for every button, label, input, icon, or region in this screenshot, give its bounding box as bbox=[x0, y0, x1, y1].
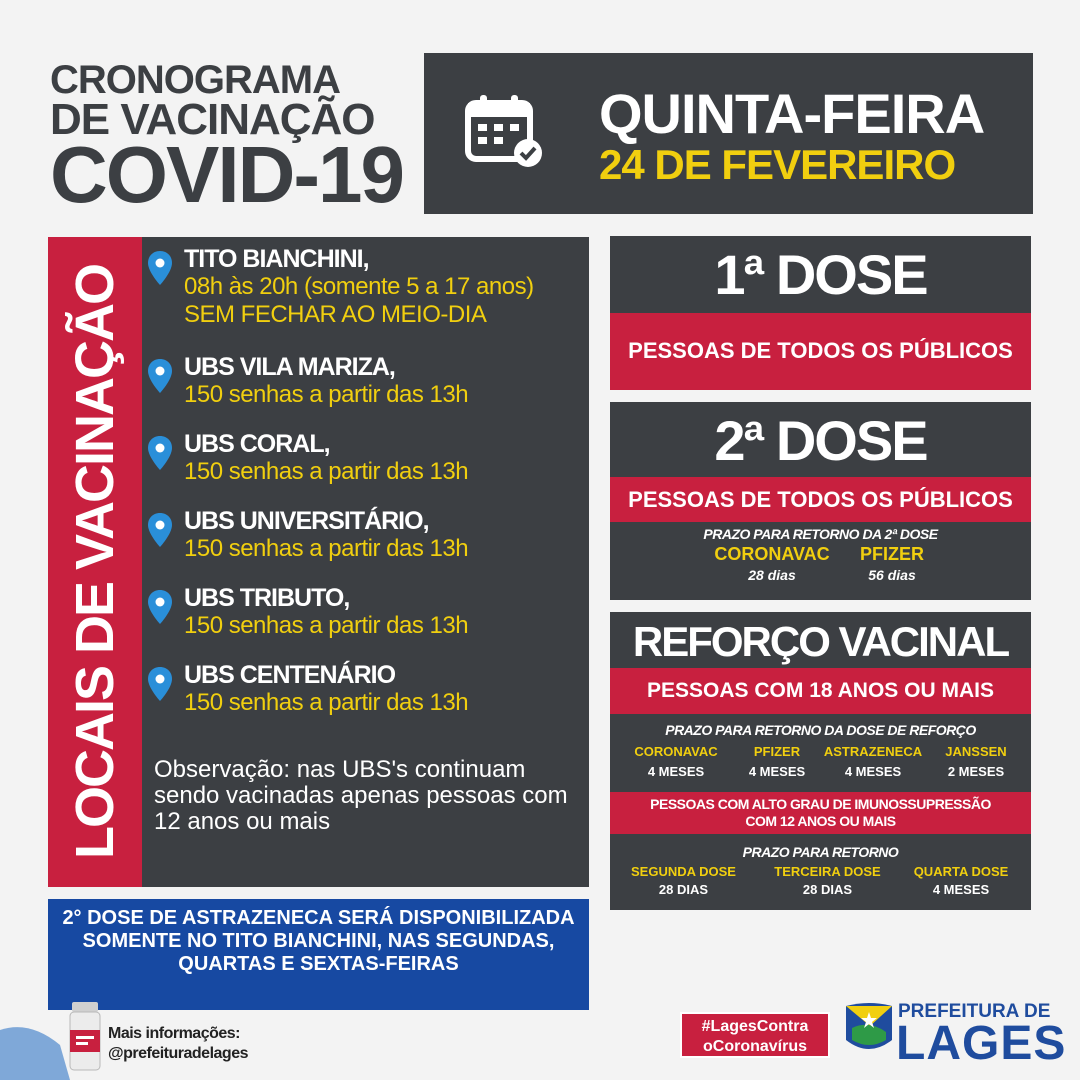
dose-name: QUARTA DOSE bbox=[913, 864, 1009, 879]
map-pin-icon bbox=[148, 513, 172, 547]
dose1-audience: PESSOAS DE TODOS OS PÚBLICOS bbox=[628, 338, 1013, 363]
vaccine-interval: 4 MESES bbox=[647, 764, 705, 779]
location-info: 150 senhas a partir das 13h bbox=[184, 458, 469, 485]
map-pin-icon bbox=[148, 590, 172, 624]
location-name: UBS VILA MARIZA, bbox=[184, 353, 395, 381]
immuno-interval-caption: PRAZO PARA RETORNO bbox=[742, 844, 899, 860]
immuno-band bbox=[610, 792, 1031, 834]
dose2-vaccine bbox=[842, 544, 942, 583]
vaccine-vial-icon bbox=[0, 990, 110, 1080]
booster-vaccine bbox=[818, 744, 928, 779]
dose-name: TERCEIRA DOSE bbox=[774, 864, 881, 879]
vaccine-interval: 56 dias bbox=[868, 567, 916, 583]
lages-flag-logo-icon bbox=[842, 1000, 896, 1058]
vaccine-name: PFIZER bbox=[753, 744, 801, 759]
dose2-audience-band bbox=[610, 477, 1031, 522]
vaccine-name: PFIZER bbox=[859, 544, 924, 564]
prefeitura-label: PREFEITURA DE bbox=[898, 1001, 1051, 1022]
dose-interval: 28 DIAS bbox=[802, 882, 853, 897]
locations-strip bbox=[48, 237, 142, 887]
date-box bbox=[424, 53, 1033, 214]
dose-interval: 28 DIAS bbox=[658, 882, 709, 897]
locations-label: LOCAIS DE VACINAÇÃO bbox=[65, 264, 125, 860]
instagram-handle: @prefeituradelages bbox=[108, 1045, 248, 1062]
dose1-title: 1ª DOSE bbox=[714, 243, 927, 306]
vaccine-interval: 4 MESES bbox=[844, 764, 902, 779]
dose2-interval-caption: PRAZO PARA RETORNO DA 2ª DOSE bbox=[703, 526, 938, 542]
title-line-3: COVID-19 bbox=[50, 130, 403, 219]
hashtag-line-1: #LagesContra bbox=[701, 1018, 809, 1035]
vaccine-name: JANSSEN bbox=[945, 744, 1007, 759]
dose2-vaccine bbox=[702, 544, 842, 583]
more-info-label: Mais informações: bbox=[108, 1025, 240, 1042]
astrazeneca-note: 2° DOSE DE ASTRAZENECA SERÁ DISPONIBILIZADA SOMENTE NO TITO BIANCHINI, NAS SEGUNDAS, QUARTAS E SEXTAS-FEIRAS bbox=[48, 899, 589, 1010]
booster-vaccine bbox=[732, 744, 822, 779]
location-name: UBS TRIBUTO, bbox=[184, 584, 350, 612]
vaccine-name: CORONAVAC bbox=[634, 744, 718, 759]
weekday-label: QUINTA-FEIRA bbox=[599, 82, 985, 145]
immuno-dose bbox=[616, 864, 751, 897]
hashtag-badge bbox=[680, 1012, 830, 1058]
booster-interval-caption: PRAZO PARA RETORNO DA DOSE DE REFORÇO bbox=[665, 722, 976, 738]
dose1-header bbox=[610, 236, 1031, 313]
dose1-audience-band bbox=[610, 313, 1031, 390]
lages-logo-text: LAGES bbox=[896, 1017, 1067, 1070]
booster-title: REFORÇO VACINAL bbox=[632, 618, 1009, 665]
booster-audience-band bbox=[610, 668, 1031, 714]
booster-audience: PESSOAS COM 18 ANOS OU MAIS bbox=[647, 679, 994, 702]
booster-vaccine bbox=[620, 744, 732, 779]
vaccine-interval: 2 MESES bbox=[947, 764, 1005, 779]
locations-panel bbox=[142, 237, 589, 887]
title-line-1: CRONOGRAMA bbox=[50, 58, 340, 102]
location-name: UBS CORAL, bbox=[184, 430, 330, 458]
map-pin-icon bbox=[148, 359, 172, 393]
map-pin-icon bbox=[148, 436, 172, 470]
vaccine-interval: 28 dias bbox=[748, 567, 796, 583]
location-info: 150 senhas a partir das 13h bbox=[184, 535, 469, 562]
dose2-audience: PESSOAS DE TODOS OS PÚBLICOS bbox=[628, 487, 1013, 512]
vaccine-name: CORONAVAC bbox=[714, 544, 830, 564]
booster-panel bbox=[610, 612, 1031, 910]
vaccine-name: ASTRAZENECA bbox=[823, 744, 923, 759]
location-info: SEM FECHAR AO MEIO-DIA bbox=[184, 301, 487, 328]
location-info: 150 senhas a partir das 13h bbox=[184, 689, 469, 716]
calendar-check-icon bbox=[464, 91, 544, 171]
location-info: 08h às 20h (somente 5 a 17 anos) bbox=[184, 273, 534, 300]
map-pin-icon bbox=[148, 251, 172, 285]
title-line-2: DE VACINAÇÃO bbox=[50, 95, 375, 144]
dose2-panel bbox=[610, 402, 1031, 600]
more-info bbox=[108, 1024, 248, 1064]
location-name: TITO BIANCHINI, bbox=[184, 245, 369, 273]
vaccine-interval: 4 MESES bbox=[748, 764, 806, 779]
immuno-dose bbox=[898, 864, 1024, 897]
immuno-dose bbox=[760, 864, 895, 897]
booster-vaccine bbox=[926, 744, 1026, 779]
location-info: 150 senhas a partir das 13h bbox=[184, 381, 469, 408]
date-label: 24 DE FEVEREIRO bbox=[599, 141, 956, 188]
map-pin-icon bbox=[148, 667, 172, 701]
dose2-title: 2ª DOSE bbox=[714, 409, 927, 472]
immuno-line-2: COM 12 ANOS OU MAIS bbox=[745, 813, 896, 829]
dose-name: SEGUNDA DOSE bbox=[631, 864, 736, 879]
dose-interval: 4 MESES bbox=[932, 882, 990, 897]
location-name: UBS UNIVERSITÁRIO, bbox=[184, 507, 429, 535]
immuno-line-1: PESSOAS COM ALTO GRAU DE IMUNOSSUPRESSÃO bbox=[650, 796, 991, 812]
hashtag-line-2: oCoronavírus bbox=[702, 1038, 807, 1055]
observation-text: Observação: nas UBS's continuam sendo vacinadas apenas pessoas com 12 anos ou mais bbox=[154, 756, 568, 835]
location-name: UBS CENTENÁRIO bbox=[184, 661, 396, 689]
location-info: 150 senhas a partir das 13h bbox=[184, 612, 469, 639]
